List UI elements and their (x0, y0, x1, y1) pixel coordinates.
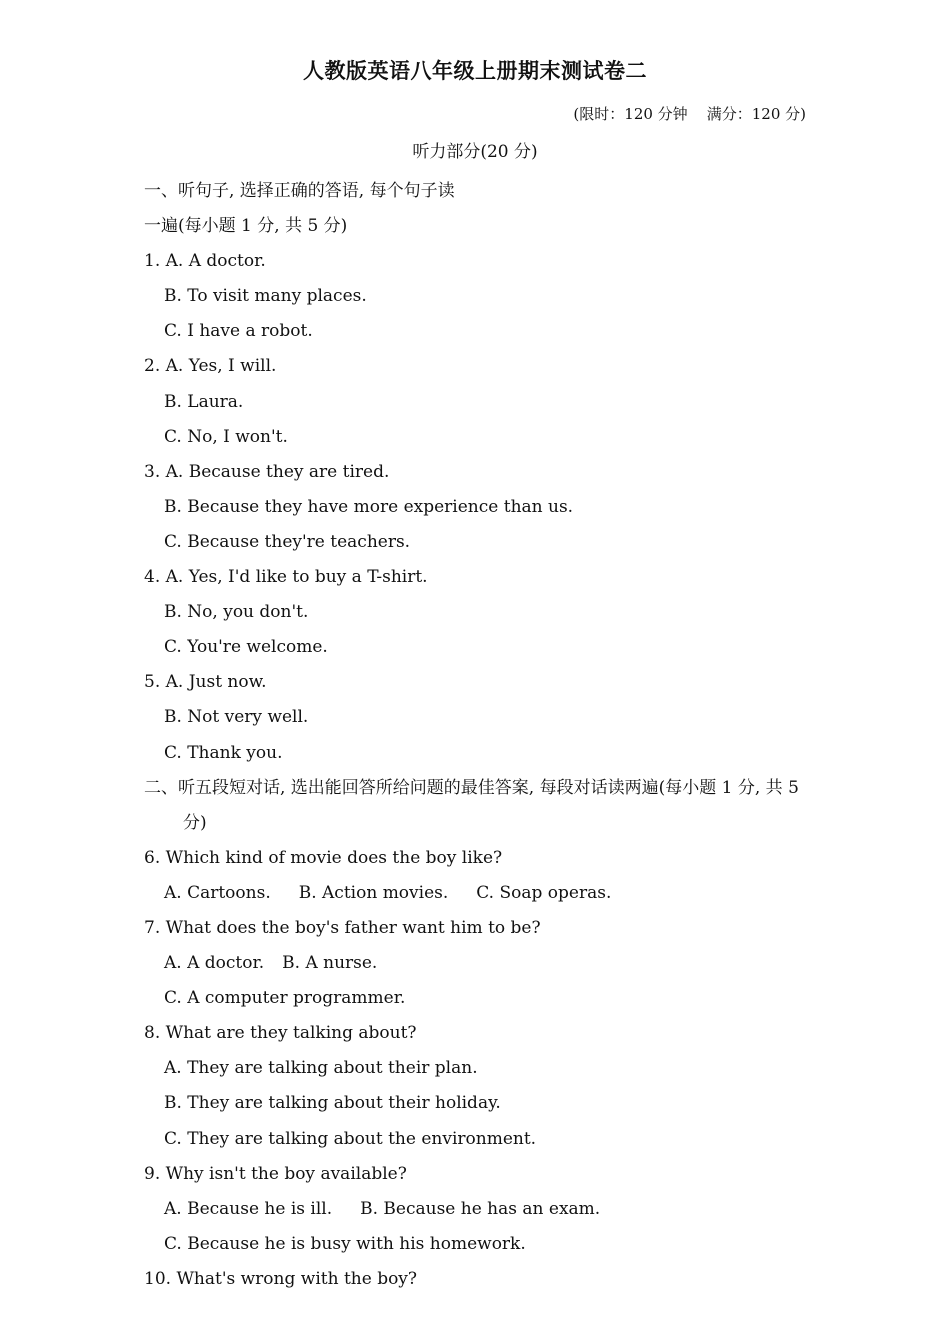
q7-options (144, 946, 814, 981)
q6-option-a: A. Cartoons. (164, 882, 271, 903)
q7-option-c: C. A computer programmer. (164, 988, 406, 1009)
question-content (144, 174, 814, 1297)
q8-stem: 8. What are they talking about? (144, 1023, 417, 1044)
exam-title: 人教版英语八年级上册期末测试卷二 (303, 59, 647, 83)
part1-heading-line2: 一遍(每小题 1 分, 共 5 分) (144, 216, 348, 237)
q4-option-a: 4. A. Yes, I'd like to buy a T-shirt. (144, 567, 428, 588)
part2-heading: 二、听五段短对话, 选出能回答所给问题的最佳答案, 每段对话读两遍(每小题 1 分, 共 5 分) (144, 777, 799, 833)
q9-stem: 9. Why isn't the boy available? (144, 1163, 407, 1184)
listening-section-title: 听力部分(20 分) (412, 142, 538, 162)
q1-option-b: B. To visit many places. (164, 286, 367, 307)
q1-option-c: C. I have a robot. (164, 321, 313, 342)
q10-stem: 10. What's wrong with the boy? (144, 1268, 418, 1289)
q7-stem: 7. What does the boy's father want him to be? (144, 917, 541, 938)
q7-option-b: B. A nurse. (282, 953, 378, 974)
q6-options (144, 876, 814, 911)
part1-heading-line1: 一、听句子, 选择正确的答语, 每个句子读 (144, 181, 455, 201)
q2-option-c: C. No, I won't. (164, 426, 288, 447)
q6-option-b: B. Action movies. (298, 882, 449, 903)
q5-option-b: B. Not very well. (164, 707, 309, 728)
q8-option-c: C. They are talking about the environment. (164, 1128, 537, 1149)
q3-option-a: 3. A. Because they are tired. (144, 461, 390, 482)
q6-stem: 6. Which kind of movie does the boy like? (144, 847, 503, 868)
q4-option-b: B. No, you don't. (164, 602, 309, 623)
q5-option-a: 5. A. Just now. (144, 672, 267, 693)
q1-option-a: 1. A. A doctor. (144, 251, 266, 272)
q8-option-a: A. They are talking about their plan. (164, 1058, 478, 1079)
q2-option-b: B. Laura. (164, 391, 244, 412)
q6-option-c: C. Soap operas. (476, 882, 612, 903)
q7-option-a: A. A doctor. (164, 953, 265, 974)
q9-options (144, 1192, 814, 1227)
q9-option-b: B. Because he has an exam. (360, 1198, 601, 1219)
q2-option-a: 2. A. Yes, I will. (144, 356, 277, 377)
q3-option-c: C. Because they're teachers. (164, 531, 411, 552)
q5-option-c: C. Thank you. (164, 742, 283, 763)
q8-option-b: B. They are talking about their holiday. (164, 1093, 501, 1114)
q9-option-a: A. Because he is ill. (164, 1198, 333, 1219)
q4-option-c: C. You're welcome. (164, 637, 328, 658)
q3-option-b: B. Because they have more experience than us. (164, 496, 574, 517)
time-score-info: (限时：120 分钟 满分：120 分) (573, 105, 806, 123)
q9-option-c: C. Because he is busy with his homework. (164, 1233, 526, 1254)
